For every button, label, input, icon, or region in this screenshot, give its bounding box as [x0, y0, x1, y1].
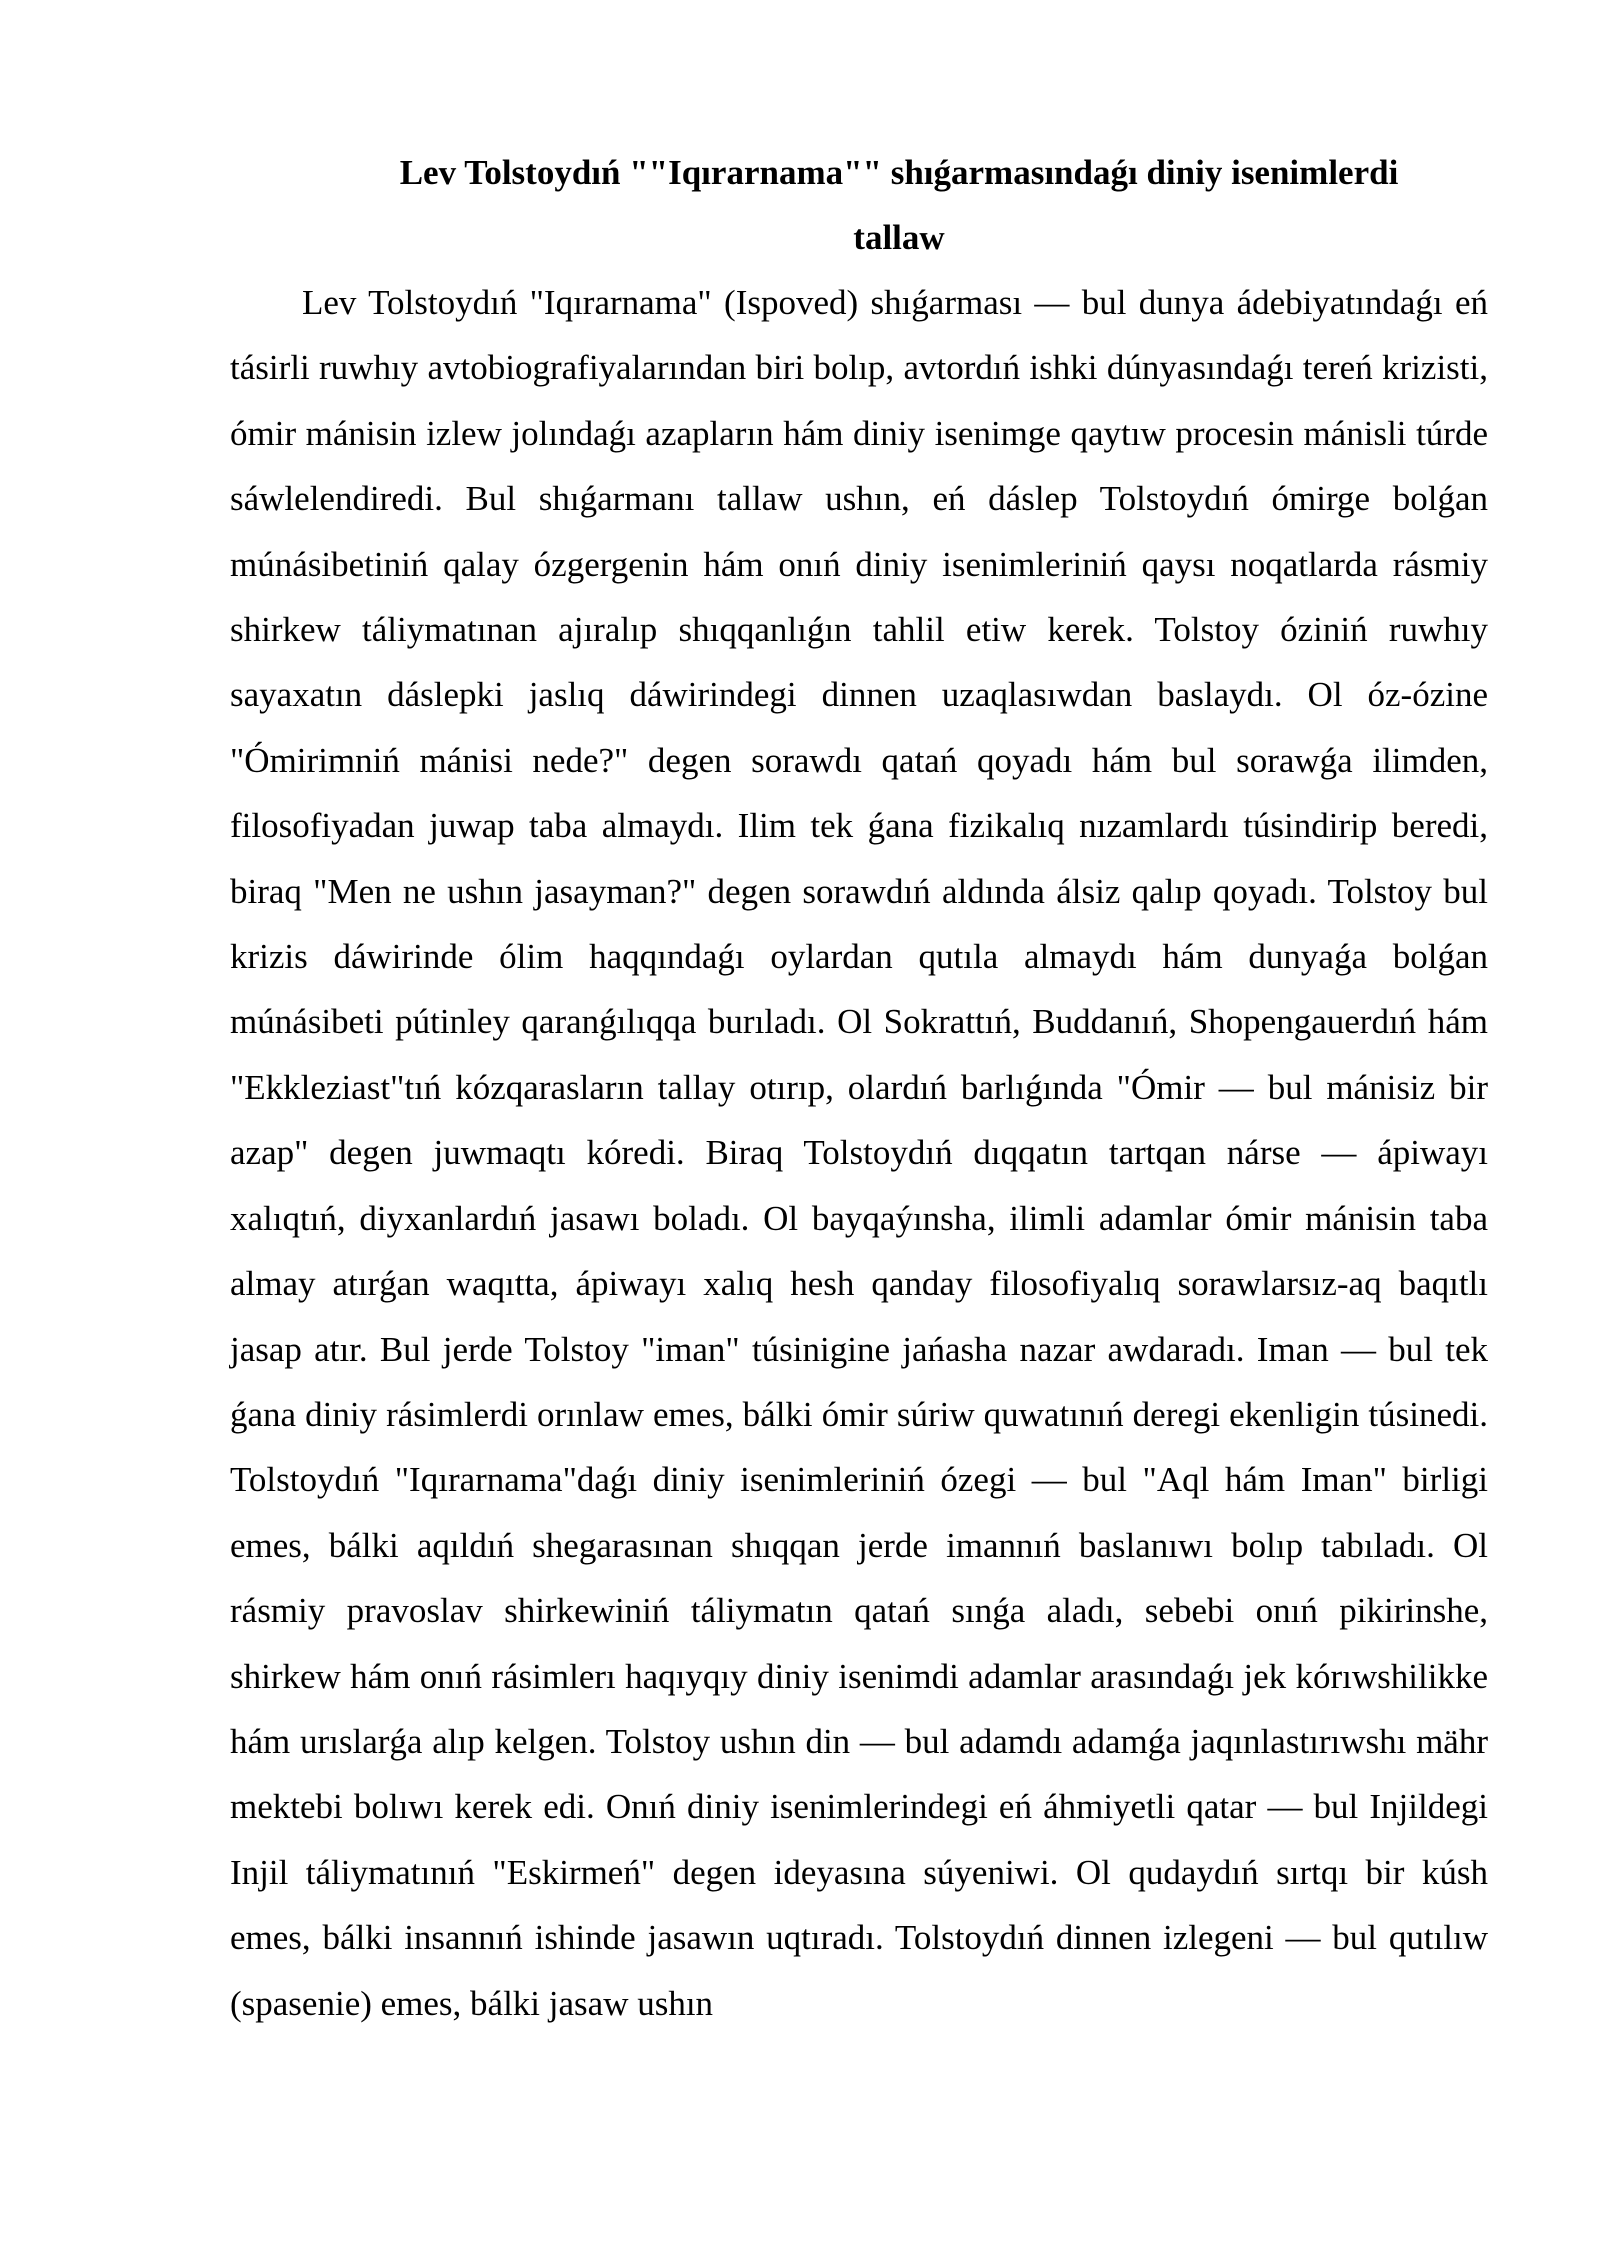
document-content: [230, 140, 1488, 2036]
title-line-1: Lev Tolstoydıń ""Iqırarnama"" shıǵarmasındaǵı diniy isenimlerdi: [399, 153, 1399, 192]
document-title: [230, 140, 1488, 270]
body-paragraph: Lev Tolstoydıń "Iqırarnama" (Ispoved) shıǵarması — bul dunya ádebiyatındaǵı eń tásirli ruwhıy avtobiografiyalarından biri bolıp, avtordıń ishki dúnyasındaǵı tereń krizisti, ómir mánisin izlew jolındaǵı azapların hám diniy isenimge qaytıw procesin mánisli túrde sáwlelendiredi. Bul shıǵarmanı tallaw ushın, eń dáslep Tolstoydıń ómirge bolǵan múnásibetiniń qalay ózgergenin hám onıń diniy isenimleriniń qaysı noqatlarda rásmiy shirkew táliymatınan ajıralıp shıqqanlıǵın tahlil etiw kerek. Tolstoy óziniń ruwhıy sayaxatın dáslepki jaslıq dáwirindegi dinnen uzaqlasıwdan baslaydı. Ol óz-ózine "Ómirimniń mánisi nede?" degen sorawdı qatań qoyadı hám bul sorawǵa ilimden, filosofiyadan juwap taba almaydı. Ilim tek ǵana fizikalıq nızamlardı túsindirip beredi, biraq "Men ne ushın jasayman?" degen sorawdıń aldında álsiz qalıp qoyadı. Tolstoy bul krizis dáwirinde ólim haqqındaǵı oylardan qutıla almaydı hám dunyaǵa bolǵan múnásibeti pútinley qaranǵılıqqa burıladı. Ol Sokrattıń, Buddanıń, Shopengauerdıń hám "Ekkleziast"tıń kózqarasların tallay otırıp, olardıń barlıǵında "Ómir — bul mánisiz bir azap" degen juwmaqtı kóredi. Biraq Tolstoydıń dıqqatın tartqan nárse — ápiwayı xalıqtıń, diyxanlardıń jasawı boladı. Ol bayqaýınsha, ilimli adamlar ómir mánisin taba almay atırǵan waqıtta, ápiwayı xalıq hesh qanday filosofiyalıq sorawlarsız-aq baqıtlı jasap atır. Bul jerde Tolstoy "iman" túsinigine jańasha nazar awdaradı. Iman — bul tek ǵana diniy rásimlerdi orınlaw emes, bálki ómir súriw quwatınıń deregi ekenligin túsinedi. Tolstoydıń "Iqırarnama"daǵı diniy isenimleriniń ózegi — bul "Aql hám Iman" birligi emes, bálki aqıldıń shegarasınan shıqqan jerde imannıń baslanıwı bolıp tabıladı. Ol rásmiy pravoslav shirkewiniń táliymatın qatań sınǵa aladı, sebebi onıń pikirinshe, shirkew hám onıń rásimlerı haqıyqıy diniy isenimdi adamlar arasındaǵı jek kórıwshilikke hám urıslarǵa alıp kelgen. Tolstoy ushın din — bul adamdı adamǵa jaqınlastırıwshı mähr mektebi bolıwı kerek edi. Onıń diniy isenimlerindegi eń áhmiyetli qatar — bul Injildegi Injil táliymatınıń "Eskirmeń" degen ideyasına súyeniwi. Ol qudaydıń sırtqı bir kúsh emes, bálki insannıń ishinde jasawın uqtıradı. Tolstoydıń dinnen izlegeni — bul qutılıw (spasenie) emes, bálki jasaw ushın: [230, 283, 1488, 2023]
title-line-2: tallaw: [853, 218, 945, 257]
